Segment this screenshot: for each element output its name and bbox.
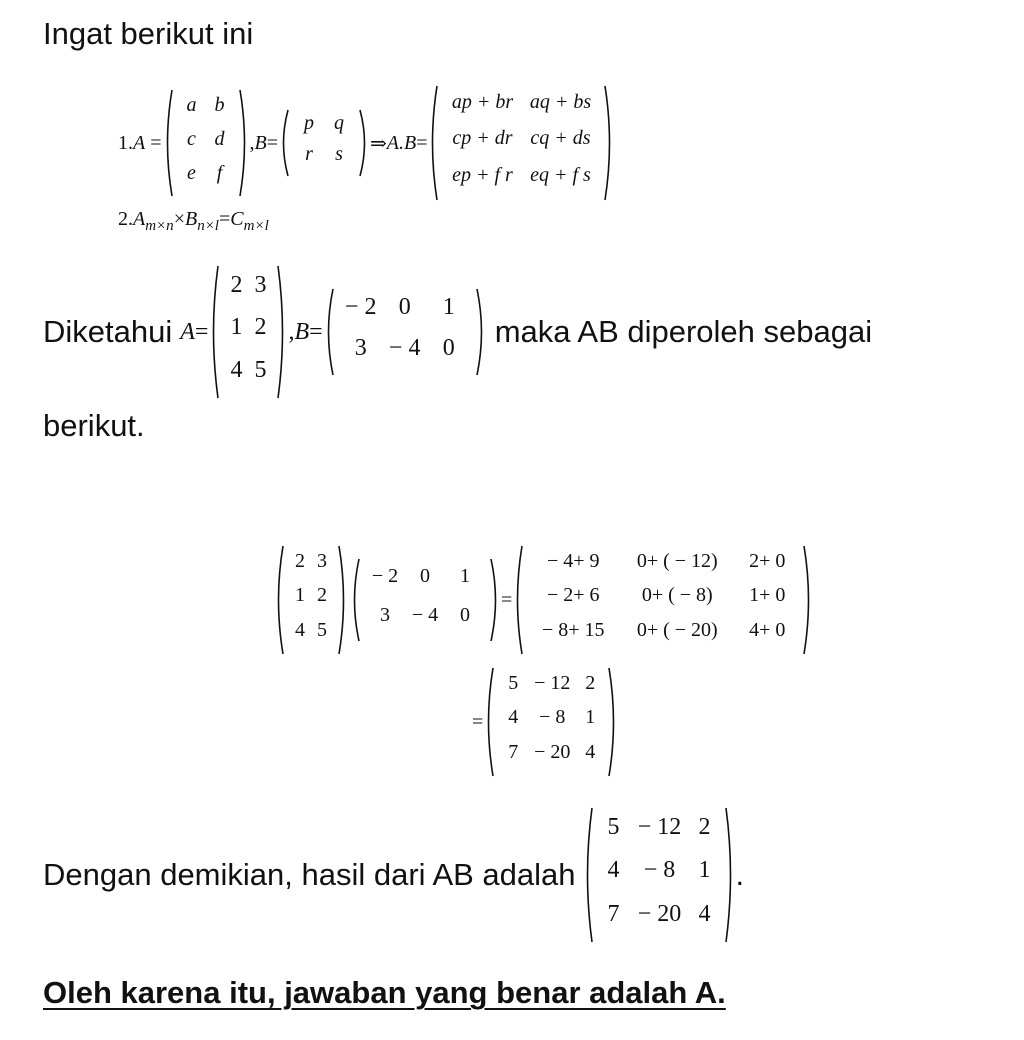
matrix-cell: 4: [607, 857, 620, 884]
matrix-cell: 5: [607, 814, 620, 841]
rule-2: [118, 208, 269, 235]
left-paren: [483, 666, 495, 778]
matrix-cell: c: [187, 127, 196, 150]
matrix-cell: 5: [317, 619, 327, 642]
matrix-cell: − 8: [539, 706, 566, 729]
rule-2-A: A: [133, 208, 146, 230]
matrix-cell: 1: [585, 706, 596, 729]
period: .: [735, 857, 745, 892]
right-paren: [337, 544, 349, 656]
matrix-cell: 3: [354, 335, 367, 361]
comma: ,: [288, 318, 295, 345]
matrix-cell: e: [187, 161, 196, 184]
product-name: A.B: [386, 131, 417, 154]
matrix-cell: f: [216, 161, 223, 184]
matrix-cell: 2: [230, 271, 243, 298]
matrix-cell: 1+ 0: [749, 584, 786, 607]
matrix-cell: 0+ ( − 12): [636, 549, 718, 572]
matrix-cell: 1: [698, 857, 711, 884]
equals-sign: =: [266, 131, 278, 154]
right-paren: [238, 88, 250, 198]
matrix-cell: ep + f r: [452, 164, 513, 187]
rule-2-sub-C: m×l: [243, 218, 269, 234]
matrix-cell: 1: [442, 294, 455, 320]
rule-1-label: 1.: [118, 131, 133, 154]
left-paren: [582, 806, 594, 944]
matrix-cell: − 4: [388, 335, 421, 361]
matrix-cell: 4+ 0: [749, 619, 786, 642]
matrix-cell: − 4: [411, 604, 439, 626]
rule-1: [118, 84, 615, 202]
matrix-cell: 0: [398, 294, 411, 320]
times-sign: ×: [173, 208, 185, 230]
matrix-cell: − 12: [534, 671, 571, 694]
right-paren: [489, 557, 501, 643]
matrix-cell: eq + f s: [530, 164, 591, 187]
given-prefix: Diketahui: [43, 314, 173, 349]
conclusion-text: Dengan demikian, hasil dari AB adalah: [43, 857, 576, 892]
conclusion-line: [43, 806, 744, 944]
matrix-cell: 4: [508, 706, 519, 729]
matrix-cell: 2+ 0: [749, 549, 786, 572]
comma: ,: [249, 131, 255, 154]
matrix-cell: p: [304, 112, 314, 134]
matrix-cell: 4: [295, 619, 305, 642]
matrix-cell: d: [214, 127, 225, 150]
matrix-cell: 0+ ( − 8): [641, 584, 713, 607]
given-suffix: maka AB diperoleh sebagai: [494, 314, 873, 349]
left-paren: [323, 287, 335, 377]
given-A-name: A: [180, 318, 195, 345]
right-paren: [358, 108, 370, 178]
matrix-cell: − 20: [637, 900, 682, 927]
equals-sign: =: [145, 131, 162, 154]
equals-sign: =: [416, 131, 428, 154]
matrix-cells: [495, 666, 607, 778]
left-paren: [162, 88, 174, 198]
matrix-general-A: [162, 88, 250, 198]
given-line: [43, 264, 872, 400]
matrix-cell: ap + br: [451, 90, 514, 113]
matrix-cells: [285, 544, 337, 656]
conclusion-matrix: [582, 806, 736, 944]
matrix-cell: 2: [317, 584, 327, 607]
matrix-cell: 3: [254, 271, 267, 298]
given-matrix-B: [323, 287, 487, 377]
matrix-cell: 3: [380, 604, 390, 626]
matrix-cell: 2: [698, 814, 711, 841]
matrix-cell: 1: [460, 565, 470, 587]
left-paren: [278, 108, 290, 178]
matrix-cells: [290, 108, 358, 178]
matrix-cell: s: [335, 143, 343, 165]
right-paren: [802, 544, 814, 656]
matrix-cell: 7: [508, 741, 519, 764]
equals-sign: =: [501, 588, 513, 611]
rule-2-sub-B: n×l: [197, 218, 219, 234]
matrix-cell: − 2: [371, 565, 399, 587]
equals-sign: =: [194, 318, 209, 345]
intro-title: Ingat berikut ini: [43, 16, 254, 51]
matrix-cell: 0+ ( − 20): [636, 619, 718, 642]
right-paren: [607, 666, 619, 778]
right-paren: [724, 806, 736, 944]
rule-2-sub-A: m×n: [145, 218, 174, 234]
matrix-cell: 5: [508, 671, 519, 694]
calc-matrix-B: [349, 557, 501, 643]
matrix-cell: − 8: [643, 857, 676, 884]
matrix-cell: q: [334, 112, 344, 134]
equals-sign: =: [472, 710, 484, 733]
matrix-cell: a: [186, 93, 197, 116]
matrix-cell: − 20: [534, 741, 571, 764]
matrix-cells: [594, 806, 724, 944]
matrix-cells: [439, 84, 603, 202]
left-paren: [349, 557, 361, 643]
right-paren: [276, 264, 288, 400]
matrix-cell: 4: [230, 357, 243, 384]
right-paren: [475, 287, 487, 377]
calc-matrix-A: [273, 544, 349, 656]
answer-statement: Oleh karena itu, jawaban yang benar adalah A.: [43, 975, 726, 1010]
matrix-cell: b: [214, 93, 225, 116]
calculation-line-1: [273, 544, 814, 656]
equals-sign: =: [309, 318, 323, 345]
matrix-cell: − 4+ 9: [547, 549, 600, 572]
left-paren: [273, 544, 285, 656]
matrix-cell: 4: [698, 900, 711, 927]
matrix-cells: [335, 287, 475, 377]
matrix-cell: − 2+ 6: [547, 584, 600, 607]
matrix-cell: − 8+ 15: [542, 619, 605, 642]
calc-matrix-expanded: [512, 544, 814, 656]
matrix-cell: r: [305, 143, 313, 165]
calculation-line-2: [472, 666, 619, 778]
matrix-cell: cq + ds: [530, 127, 591, 150]
matrix-cell: 5: [254, 357, 267, 384]
rule-2-label: 2.: [118, 208, 133, 230]
implies-arrow: ⇒: [370, 132, 387, 155]
matrix-cell: 1: [295, 584, 305, 607]
matrix-cell: aq + bs: [529, 90, 592, 113]
matrix-cell: 0: [442, 335, 455, 361]
calc-matrix-result: [483, 666, 619, 778]
left-paren: [427, 84, 439, 202]
matrix-cell: 3: [317, 549, 327, 572]
matrix-cell: 2: [295, 549, 305, 572]
matrix-cell: 2: [254, 314, 267, 341]
matrix-cell: 2: [585, 671, 596, 694]
left-paren: [208, 264, 220, 400]
rule-2-B: B: [184, 208, 198, 230]
matrix-cell: cp + dr: [452, 127, 513, 150]
matrix-cells: [174, 88, 238, 198]
matrix-general-product: [427, 84, 615, 202]
matrix-cell: − 2: [344, 294, 377, 320]
given-matrix-A: [208, 264, 288, 400]
matrix-cell: − 12: [637, 814, 682, 841]
rule-2-C: C: [230, 208, 244, 230]
given-B-name: B: [294, 318, 310, 345]
matrix-cell: 7: [607, 900, 620, 927]
matrix-general-B: [278, 108, 370, 178]
matrix-cells: [524, 544, 802, 656]
matrix-cell: 0: [420, 565, 430, 587]
given-continuation: berikut.: [43, 408, 145, 443]
rule-1-A-name: A: [133, 131, 146, 154]
matrix-cells: [220, 264, 276, 400]
right-paren: [603, 84, 615, 202]
matrix-cells: [361, 557, 489, 643]
left-paren: [512, 544, 524, 656]
matrix-cell: 0: [460, 604, 470, 626]
matrix-cell: 1: [230, 314, 243, 341]
equals-sign: =: [218, 208, 231, 230]
matrix-cell: 4: [585, 741, 596, 764]
rule-1-B-name: B: [254, 131, 267, 154]
